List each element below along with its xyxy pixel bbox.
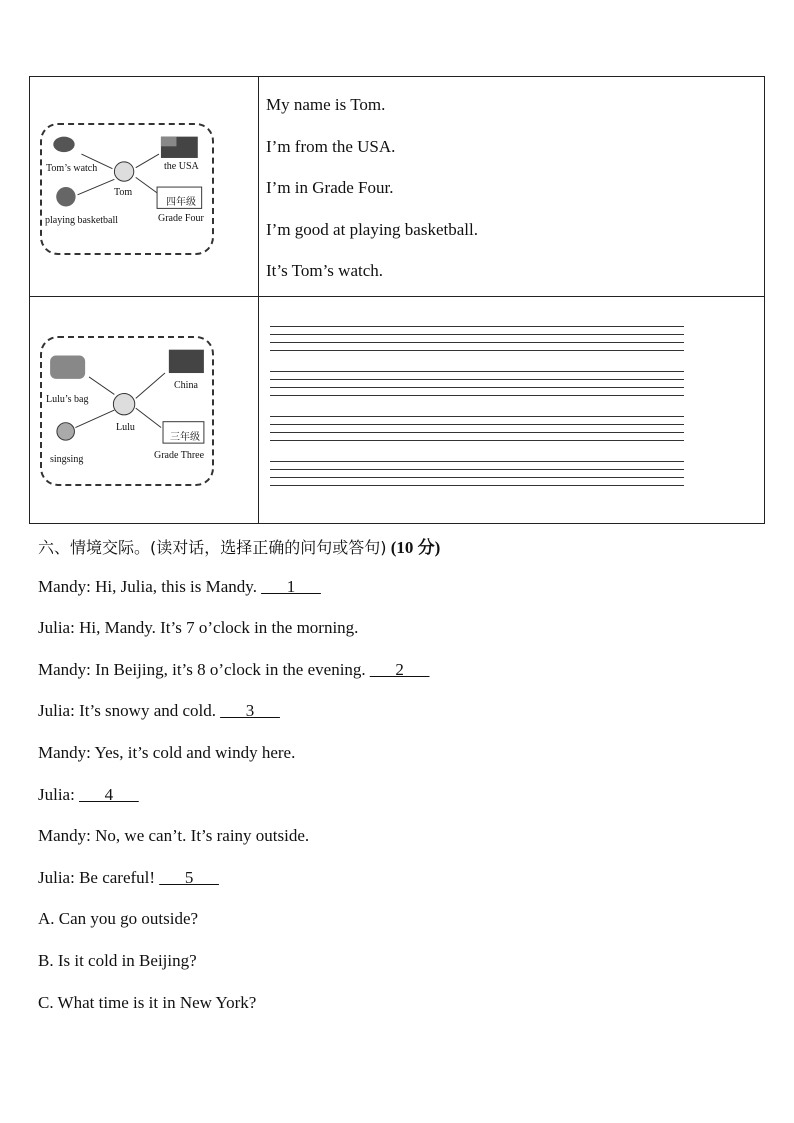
line-text: Julia: It’s snowy and cold. [38,701,217,720]
option-text: C. What time is it in New York? [38,993,257,1012]
singing-girl-icon [57,423,75,441]
picture-tom [40,123,214,255]
option-text: B. Is it cold in Beijing? [38,951,197,970]
label-name: Lulu [116,422,135,433]
exercise-table [29,76,765,524]
column-divider [258,77,259,296]
section-points: (10 分) [390,538,441,557]
line-text: Mandy: No, we can’t. It’s rainy outside. [38,826,310,845]
line-text: Mandy: Yes, it’s cold and windy here. [38,743,296,762]
label-hobby: playing basketball [45,215,119,226]
label-grade: Grade Three [154,450,205,461]
label-country: the USA [164,161,199,172]
label-watch: Tom’s watch [46,163,98,174]
writing-line-3[interactable] [270,416,684,461]
dialogue-line [38,618,358,638]
sentence-5: It’s Tom’s watch. [266,261,384,280]
line-text: Julia: Hi, Mandy. It’s 7 o’clock in the morning. [38,618,359,637]
column-divider [258,296,259,523]
label-country: China [174,380,198,391]
dialogue-line [38,826,309,846]
label-name: Tom [114,187,133,198]
answer-blank[interactable]: ___3___ [220,701,280,720]
dialogue-line [38,868,219,888]
dialogue-line [38,743,295,763]
writing-lines[interactable] [270,326,684,506]
label-grade-sign: 三年级 [170,432,200,443]
watch-icon [53,137,74,153]
writing-line-4[interactable] [270,461,684,506]
sentence-2: I’m from the USA. [266,136,396,156]
dialogue-line [38,785,139,805]
answer-blank[interactable]: ___1___ [261,577,321,596]
sentence-3: I’m in Grade Four. [266,178,394,197]
writing-line-1[interactable] [270,326,684,371]
picture-lulu [40,336,214,486]
girl-avatar-icon [113,393,134,414]
china-flag-icon [169,350,204,373]
answer-blank[interactable]: ___2___ [369,660,430,679]
bag-icon [50,356,85,379]
line-text: Mandy: In Beijing, it’s 8 o’clock in the evening. [38,660,366,679]
answer-blank[interactable]: ___5___ [159,868,219,887]
label-grade-sign: 四年级 [166,197,196,208]
line-text: Mandy: Hi, Julia, this is Mandy. [38,577,257,596]
dialogue-line [38,577,321,597]
section-heading [38,533,440,558]
writing-line-2[interactable] [270,371,684,416]
model-sentences [266,95,478,303]
dialogue-line [38,660,429,680]
label-bag: Lulu’s bag [46,394,89,405]
boy-avatar-icon [114,162,133,181]
option-c [38,993,256,1013]
dialogue-line [38,701,280,721]
sentence-4: I’m good at playing basketball. [266,219,478,239]
answer-blank[interactable]: ___4___ [79,785,139,804]
basketball-icon [56,187,75,206]
option-text: A. Can you go outside? [38,909,199,928]
line-text: Julia: Be careful! [38,868,156,887]
table-row-tom [30,77,764,297]
option-b [38,951,197,971]
section-title: 六、情境交际。(读对话，选择正确的问句或答句) [38,538,387,557]
sentence-1: My name is Tom. [266,95,386,114]
table-row-lulu [30,296,764,523]
line-text: Julia: [38,785,75,804]
option-a [38,909,198,929]
label-grade: Grade Four [158,213,204,224]
label-hobby: singsing [50,454,84,465]
